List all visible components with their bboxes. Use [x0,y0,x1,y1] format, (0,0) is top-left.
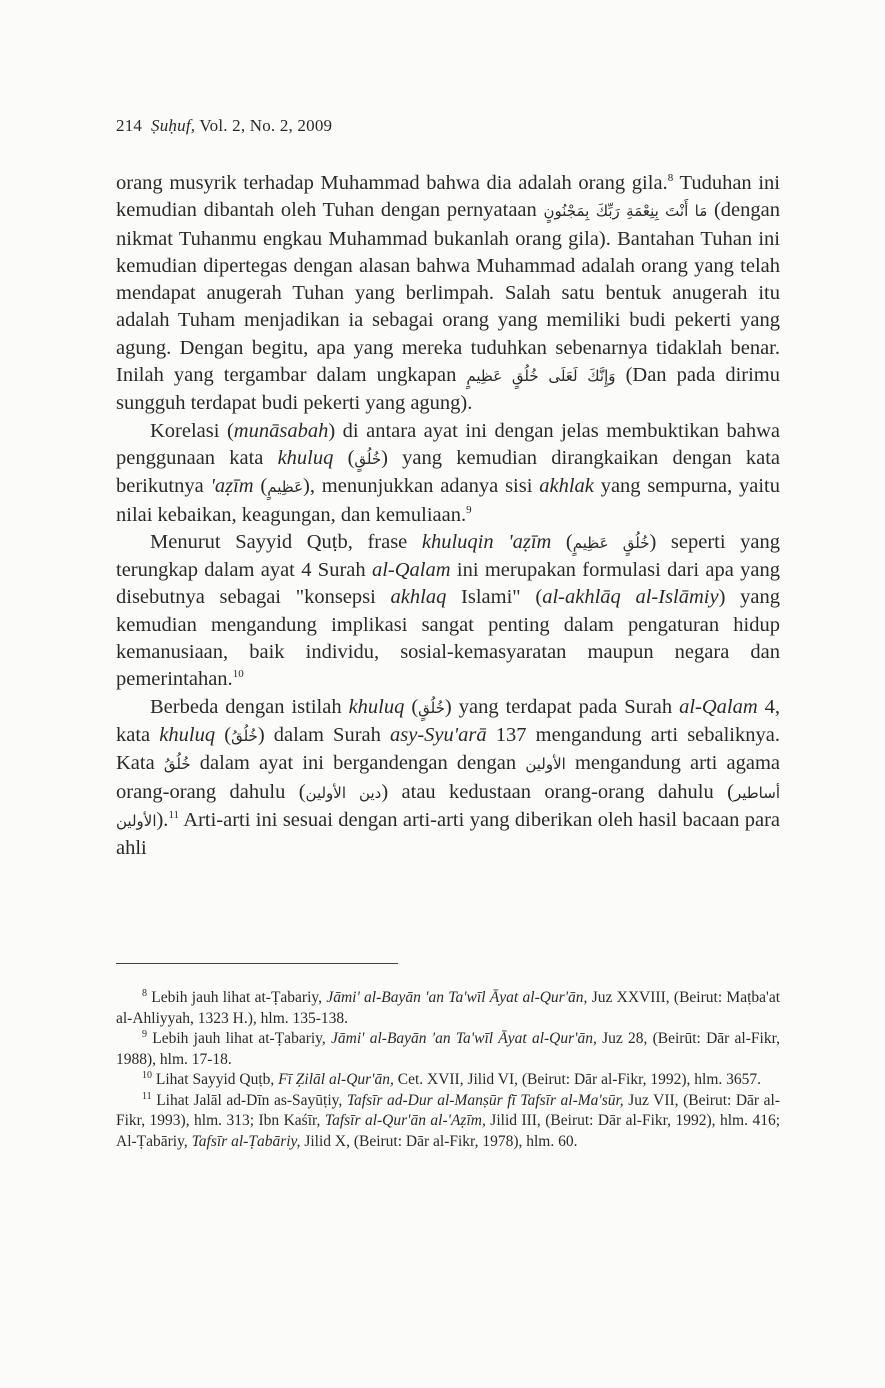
footnote-11 [116,1091,780,1153]
italic-term: asy-Syu'arā [390,723,487,746]
text-run: orang musyrik terhadap Muhammad bahwa dia adalah orang gila. [116,172,668,194]
text-run: Berbeda dengan istilah [150,695,349,718]
text-run: ) atau kedustaan orang-orang dahulu ( [381,780,734,803]
italic-term: khuluq [159,723,216,746]
text-run: Menurut Sayyid Quṭb, frase [150,530,422,553]
paragraph-1 [116,170,780,418]
text-run: Juz 28, (Beirūt: Dār al-Fikr, 1988), hlm. 17-18. [116,1030,780,1068]
citation-title: Fī Ẓilāl al-Qur'ān, [278,1071,394,1088]
arabic-term: عَظِيمٍ [267,478,304,497]
citation-title: Jāmi' al-Bayān 'an Ta'wīl Āyat al-Qur'ān, [331,1030,597,1047]
arabic-term: خُلُقُ [231,726,258,745]
citation-title: Tafsīr al-Ṭabāriy, [191,1132,301,1150]
footnote-ref-10: 10 [232,668,244,681]
footnote-10 [116,1070,780,1091]
text-run: ), menunjukkan adanya sisi [303,475,540,498]
italic-term: al-Qalam [679,695,758,718]
text-run: ) seperti yang terungkap dalam ayat 4 Surah [116,530,781,582]
text-run: ( [404,695,419,718]
arabic-term: خُلُقُ [163,755,191,774]
text-run: 4, kata [116,695,780,746]
footnote-ref-8: 8 [667,172,674,185]
text-run: ( [551,530,573,553]
text-run: Tuduhan ini kemudian dibantah oleh Tuhan dengan pernyataan [116,172,781,222]
text-run: Lihat Sayyid Quṭb, [152,1071,279,1088]
text-run: ) yang kemudian dirangkaikan dengan kata berikutnya [116,446,780,498]
arabic-quote: وَإِنَّكَ لَعَلَى خُلُقٍ عَظِيمٍ [466,367,616,386]
arabic-term: خُلُقٍ عَظِيمٍ [572,533,650,552]
text-run: 137 mengandung arti sebaliknya. Kata [116,723,780,775]
text-run: mengandung arti agama orang-orang dahulu ( [116,752,781,803]
citation-title: Tafsīr ad-Dur al-Manṣūr fī Tafsīr al-Ma'sūr, [346,1091,624,1109]
footnote-ref-11: 11 [168,809,180,821]
page-number: 214 [116,116,143,135]
text-run: (Dan pada dirimu sungguh terdapat budi pekerti yang agung). [116,364,780,415]
text-run: ) yang terdapat pada Surah [444,695,680,718]
footnotes [116,988,780,1152]
text-run: ( [333,446,355,469]
citation-title: Jāmi' al-Bayān 'an Ta'wīl Āyat al-Qur'ān, [326,989,588,1006]
text-run: ini merupakan formulasi dari apa yang disebutnya sebagai "konsepsi [116,559,781,609]
italic-term: al-Qalam [371,559,451,582]
text-run: yang sempurna, yaitu nilai kebaikan, keagungan, dan kemuliaan. [116,475,781,526]
volume-info: Vol. 2, No. 2, 2009 [195,116,333,135]
text-run: Korelasi ( [150,419,234,442]
footnote-number: 9 [142,1028,147,1040]
text-run: Islami" ( [446,586,543,609]
italic-term: 'aẓīm [210,475,254,498]
italic-term: al-akhlāq al-Islāmiy [542,586,719,609]
text-run: Lihat Jalāl ad-Dīn as-Sayūṭiy, [151,1091,347,1109]
arabic-term: أساطير الأولين [116,783,780,830]
footnote-number: 8 [142,987,147,999]
citation-title: Tafsīr al-Qur'ān al-'Aẓīm, [324,1112,486,1129]
paragraph-3 [116,529,780,694]
footnote-ref-9: 9 [466,503,472,516]
footnote-divider [116,963,398,964]
italic-term: khuluq [348,695,405,718]
text-run: ( [215,723,232,746]
running-header [116,116,332,136]
arabic-quote: مَا أَنْتَ بِنِعْمَةِ رَبِّكَ بِمَجْنُونٍ [543,202,708,221]
footnote-number: 11 [142,1090,152,1102]
italic-term: akhlaq [390,586,447,609]
italic-term: khuluqin 'aẓīm [421,530,552,553]
footnote-9 [116,1029,780,1070]
text-run: Arti-arti ini sesuai dengan arti-arti yang diberikan oleh hasil bacaan para ahli [116,808,780,860]
text-run: (dengan nikmat Tuhanmu engkau Muhammad bukanlah orang gila). Bantahan Tuhan ini kemudian dipertegas dengan alasan bahwa Muhammad adalah orang yang telah mendapat anugerah Tuhan yang berlimpah. Salah satu bentuk anugerah itu adalah Tuham menjadikan ia sebagai orang yang memiliki budi pekerti yang agung. Dengan begitu, apa yang mereka tuduhkan sebenarnya tidaklah benar. Inilah yang tergambar dalam ungkapan [116,199,780,387]
italic-term: khuluq [277,446,334,469]
footnote-8 [116,988,780,1029]
text-run: Lebih jauh lihat at-Ṭabariy, [147,989,327,1006]
text-run: Cet. XVII, Jilid VI, (Beirut: Dār al-Fikr, 1992), hlm. 3657. [393,1071,762,1088]
footnote-number: 10 [142,1069,152,1081]
text-run: Lebih jauh lihat at-Ṭabariy, [147,1030,332,1047]
paragraph-4 [116,694,780,863]
text-run: dalam ayat ini bergandengan dengan [190,752,526,775]
italic-term: munāsabah [233,419,329,442]
arabic-term: خُلُقٍ [354,449,382,468]
arabic-term: الأولين [525,755,566,774]
text-run: ). [156,808,169,831]
paragraph-2 [116,418,780,529]
text-run: Jilid X, (Beirut: Dār al-Fikr, 1978), hlm. 60. [300,1132,578,1150]
text-run: ) di antara ayat ini dengan jelas membuktikan bahwa penggunaan kata [116,419,780,469]
text-run: Juz XXVIII, (Beirut: Maṭba'at al-Ahliyyah, 1323 H.), hlm. 135-138. [116,989,781,1027]
text-run: Jilid III, (Beirut: Dār al-Fikr, 1992), hlm. 416; Al-Ṭabāriy, [116,1112,780,1150]
italic-term: akhlak [539,475,594,498]
text-run: ) dalam Surah [257,723,391,746]
main-text [116,170,780,862]
text-run: ) yang kemudian mengandung implikasi sangat penting dalam pengaturan hidup kemanusiaan, baik individu, sosial-kemasyaratan maupun negara dan pemerintahan. [116,586,780,691]
journal-title: Ṣuḥuf, [151,116,196,135]
text-run: ( [253,475,268,498]
arabic-term: خُلُقٍ [418,698,445,717]
arabic-term: دين الأولين [305,783,382,802]
text-run: Juz VII, (Beirut: Dār al-Fikr, 1993), hlm. 313; Ibn Kaśīr, [116,1091,780,1129]
